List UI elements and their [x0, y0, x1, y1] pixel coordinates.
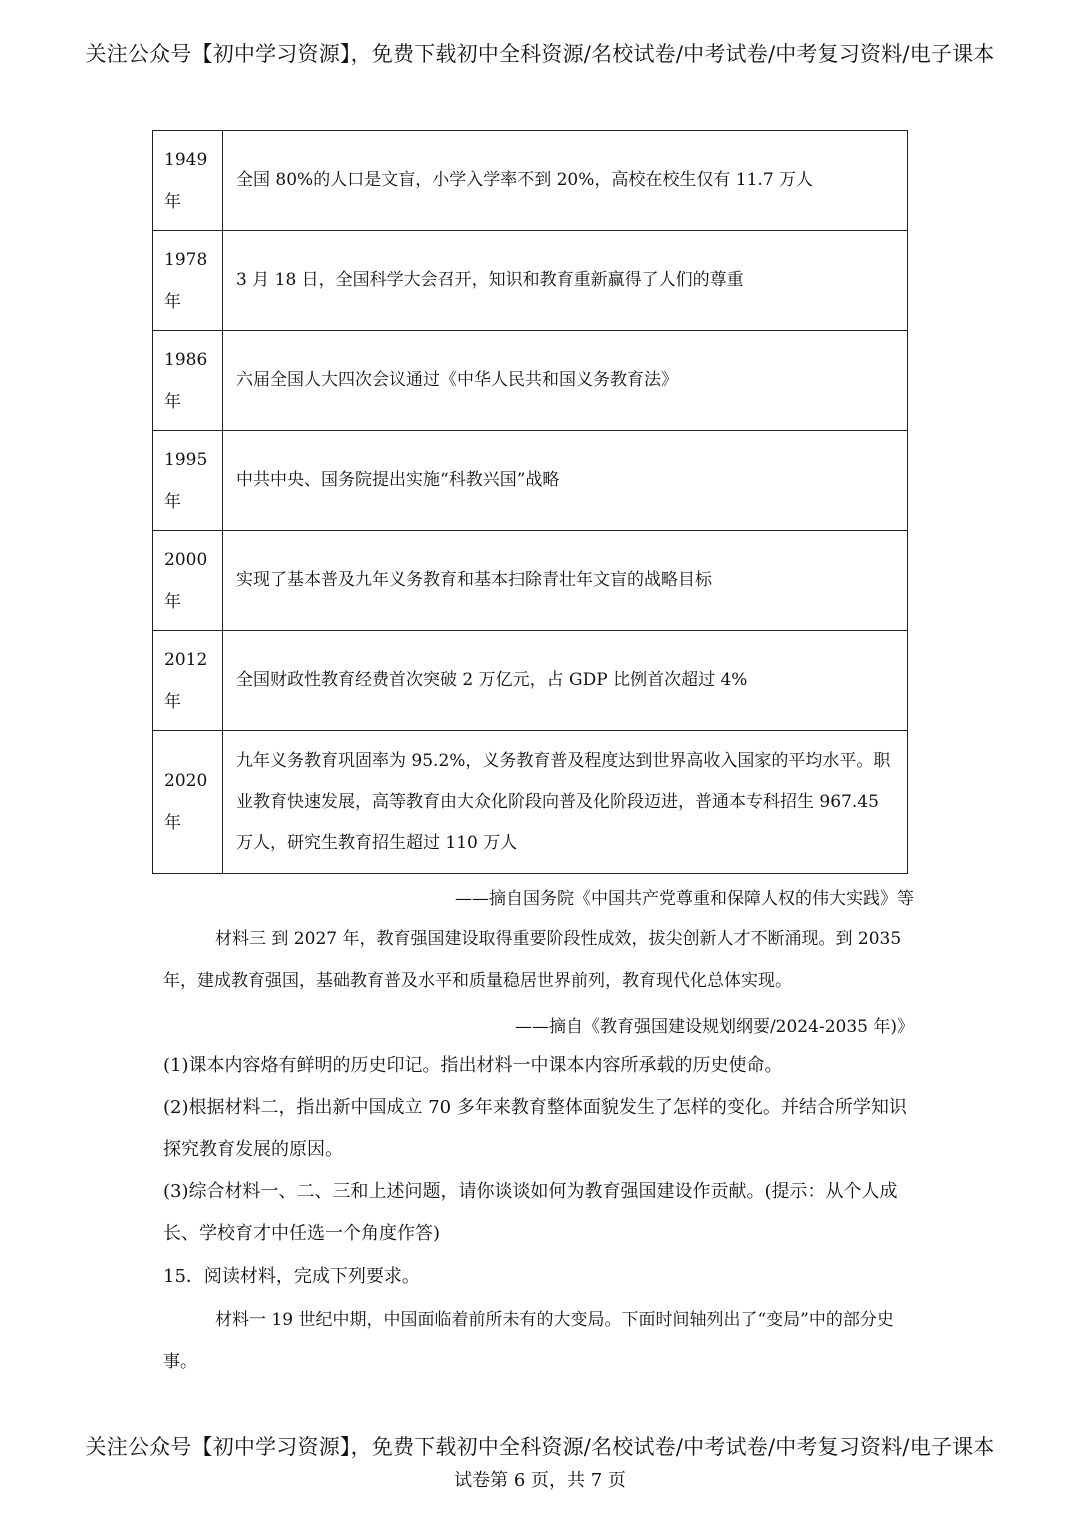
table-row — [153, 331, 908, 431]
question-3: (3)综合材料一、二、三和上述问题，请你谈谈如何为教育强国建设作贡献。(提示：从个人成长、学校育才中任选一个角度作答) — [163, 1181, 898, 1244]
question-2: (2)根据材料二，指出新中国成立 70 多年来教育整体面貌发生了怎样的变化。并结合所学知识探究教育发展的原因。 — [163, 1097, 907, 1160]
table-row — [153, 631, 908, 731]
table-row — [153, 531, 908, 631]
event-cell: 3 月 18 日，全国科学大会召开，知识和教育重新赢得了人们的尊重 — [223, 231, 908, 331]
year-number: 1949 — [164, 149, 208, 170]
page-number-footer: 试卷第 6 页，共 7 页 — [454, 1470, 626, 1491]
year-unit: 年 — [164, 491, 181, 512]
year-unit: 年 — [164, 591, 181, 612]
event-cell: 中共中央、国务院提出实施“科教兴国”战略 — [223, 431, 908, 531]
year-number: 2020 — [164, 771, 208, 791]
material-three-citation: ——摘自《教育强国建设规划纲要/2024-2035 年)》 — [514, 1017, 914, 1037]
year-unit: 年 — [164, 691, 181, 712]
question-15-title: 15．阅读材料，完成下列要求。 — [163, 1266, 420, 1287]
event-cell: 九年义务教育巩固率为 95.2%，义务教育普及程度达到世界高收入国家的平均水平。职业教育快速发展，高等教育由大众化阶段向普及化阶段迈进，普通本专科招生 967.45 万人，研究生教育招生超过 110 万人 — [223, 731, 908, 874]
year-cell — [153, 731, 223, 874]
event-cell: 实现了基本普及九年义务教育和基本扫除青壮年文盲的战略目标 — [223, 531, 908, 631]
table-row — [153, 431, 908, 531]
year-unit: 年 — [164, 291, 181, 312]
year-cell — [153, 531, 223, 631]
question-1: (1)课本内容烙有鲜明的历史印记。指出材料一中课本内容所承载的历史使命。 — [163, 1055, 783, 1076]
event-cell: 全国财政性教育经费首次突破 2 万亿元，占 GDP 比例首次超过 4% — [223, 631, 908, 731]
year-cell — [153, 131, 223, 231]
year-unit: 年 — [164, 191, 181, 212]
question-15-material-one: 材料一 19 世纪中期，中国面临着前所未有的大变局。下面时间轴列出了“变局”中的部分史事。 — [163, 1310, 894, 1372]
year-cell — [153, 331, 223, 431]
table-source-citation: ——摘自国务院《中国共产党尊重和保障人权的伟大实践》等 — [455, 889, 914, 909]
top-banner: 关注公众号【初中学习资源】，免费下载初中全科资源/名校试卷/中考试卷/中考复习资料/电子课本 — [85, 42, 995, 66]
year-cell — [153, 231, 223, 331]
year-cell — [153, 431, 223, 531]
table-row — [153, 131, 908, 231]
table-row — [153, 231, 908, 331]
year-unit: 年 — [164, 813, 181, 833]
table-row — [153, 731, 908, 874]
year-cell — [153, 631, 223, 731]
education-timeline-table — [152, 130, 908, 874]
event-cell: 全国 80%的人口是文盲，小学入学率不到 20%，高校在校生仅有 11.7 万人 — [223, 131, 908, 231]
material-three-paragraph: 材料三 到 2027 年，教育强国建设取得重要阶段性成效，拔尖创新人才不断涌现。到 2035 年，建成教育强国，基础教育普及水平和质量稳居世界前列，教育现代化总体实现。 — [163, 929, 902, 991]
year-number: 1986 — [164, 349, 208, 370]
year-number: 1978 — [164, 249, 208, 270]
year-number: 2000 — [164, 549, 208, 570]
event-cell: 六届全国人大四次会议通过《中华人民共和国义务教育法》 — [223, 331, 908, 431]
year-number: 1995 — [164, 449, 208, 470]
bottom-banner: 关注公众号【初中学习资源】，免费下载初中全科资源/名校试卷/中考试卷/中考复习资料/电子课本 — [85, 1435, 995, 1459]
year-unit: 年 — [164, 391, 181, 412]
year-number: 2012 — [164, 649, 208, 670]
